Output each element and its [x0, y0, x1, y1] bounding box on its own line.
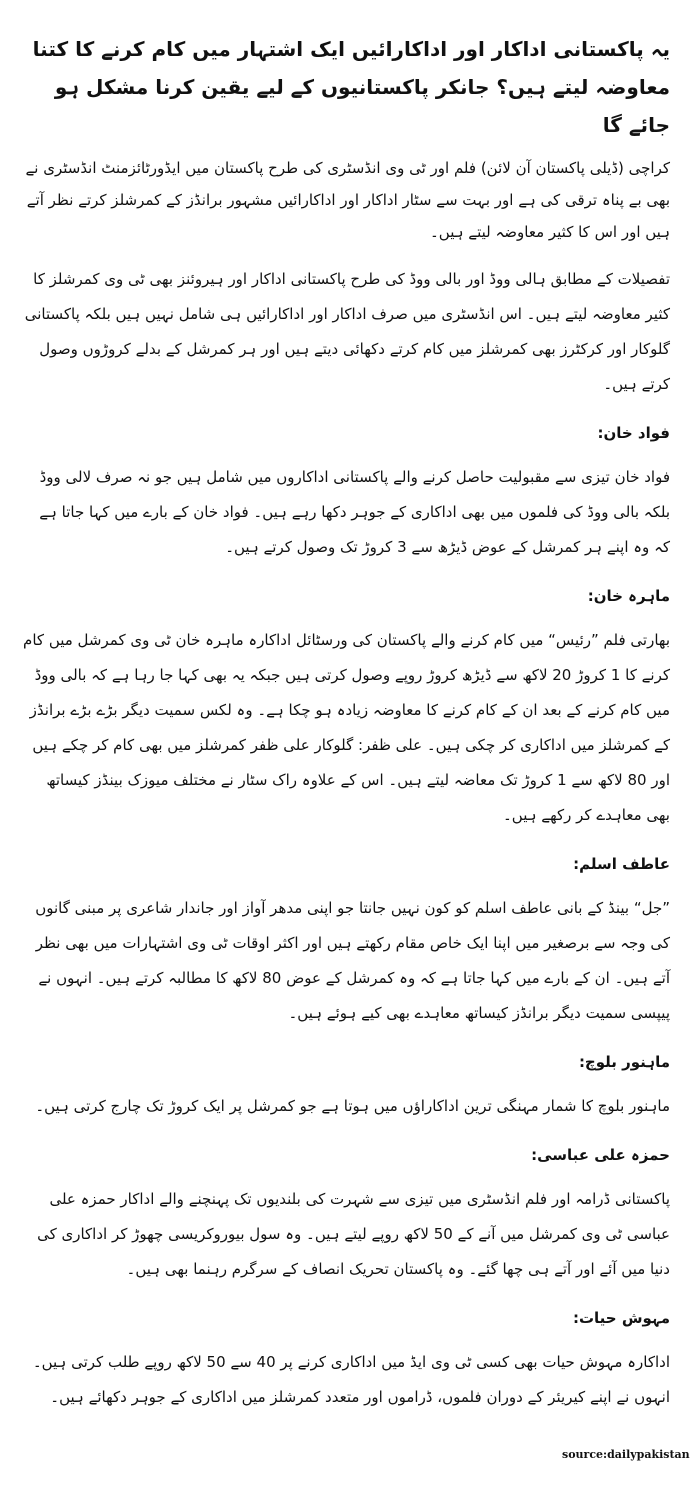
section-text: بھارتی فلم ”رئیس“ میں کام کرنے والے پاکستان کی ورسٹائل اداکارہ ماہرہ خان ٹی وی کمرشل میں کام کرنے کا 1 کروڑ 20 لاکھ سے ڈیڑھ کروڑ روپے وصول کرتی ہیں جبکہ یہ بھی کہا جا رہا ہے کہ بالی ووڈ میں کام کرنے کے بعد ان کے کام کرنے کا معاوضہ زیادہ ہو چکا ہے۔ وہ لکس سمیت دیگر بڑے بڑے برانڈز کے کمرشلز میں اداکاری کر چکی ہیں۔ علی ظفر: گلوکار علی ظفر کمرشلز میں بھی کام کر چکے ہیں اور 80 لاکھ سے 1 کروڑ تک معاضہ لیتے ہیں۔ اس کے علاوہ راک سٹار نے مختلف میوزک بینڈز کیساتھ بھی معاہدے کر رکھے ہیں۔ — [23, 631, 670, 824]
article-details: تفصیلات کے مطابق ہالی ووڈ اور بالی ووڈ کی طرح پاکستانی اداکار اور ہیروئنز بھی ٹی وی کمرشلز کا کثیر معاوضہ لیتے ہیں۔ اس انڈسٹری میں صرف اداکار اور اداکارائیں ہی شامل نہیں ہیں بلکہ پاکستانی گلوکار اور کرکٹرز بھی کمرشلز میں کام کرتے دکھائی دیتے ہیں اور ہر کمرشل کے بدلے کروڑوں وصول کرتے ہیں۔ — [24, 270, 670, 393]
section-heading: ماہنور بلوچ: — [578, 1053, 670, 1071]
section-text: اداکارہ مہوش حیات بھی کسی ٹی وی ایڈ میں اداکاری کرنے پر 40 سے 50 لاکھ روپے طلب کرتی ہیں۔ انہوں نے اپنے کیریئر کے دوران فلموں، ڈراموں اور متعدد کمرشلز میں اداکاری کے جوہر دکھائے ہیں۔ — [32, 1353, 670, 1406]
section-text: ماہنور بلوچ کا شمار مہنگی ترین اداکاراؤں میں ہوتا ہے جو کمرشل پر ایک کروڑ تک چارج کرتی ہیں۔ — [35, 1097, 670, 1115]
section-fawad-khan — [22, 418, 670, 565]
section-mahnoor-baloch — [22, 1047, 670, 1124]
section-heading: حمزہ علی عباسی: — [531, 1146, 670, 1164]
source-credit: source:dailypakistan — [562, 1448, 690, 1461]
section-mehwish-hayat — [22, 1303, 670, 1415]
section-heading: مہوش حیات: — [572, 1309, 670, 1327]
section-heading: فواد خان: — [597, 424, 670, 442]
article-intro: کراچی (ڈیلی پاکستان آن لائن) فلم اور ٹی وی انڈسٹری کی طرح پاکستان میں ایڈورٹائزمنٹ انڈسٹری نے بھی بے پناہ ترقی کی ہے اور بہت سے سٹار اداکار اور اداکارائیں مشہور برانڈز کے کمرشلز کرتے نظر آتے ہیں اور اس کا کثیر معاوضہ لیتے ہیں۔ — [25, 159, 670, 241]
section-mahira-khan — [22, 581, 670, 833]
article-headline: یہ پاکستانی اداکار اور اداکارائیں ایک اشتہار میں کام کرنے کا کتنا معاوضہ لیتے ہیں؟ جانکر پاکستانیوں کے لیے یقین کرنا مشکل ہو جائے گا — [32, 37, 670, 137]
section-atif-aslam — [22, 849, 670, 1031]
section-text: فواد خان تیزی سے مقبولیت حاصل کرنے والے پاکستانی اداکاروں میں شامل ہیں جو نہ صرف لالی ووڈ بلکہ بالی ووڈ کی فلموں میں بھی اداکاری کے جوہر دکھا رہے ہیں۔ فواد خان کے بارے میں کہا جاتا ہے کہ وہ اپنے ہر کمرشل کے عوض ڈیڑھ سے 3 کروڑ تک وصول کرتے ہیں۔ — [39, 468, 670, 556]
section-text: ”جل“ بینڈ کے بانی عاطف اسلم کو کون نہیں جانتا جو اپنی مدھر آواز اور جاندار شاعری پر مبنی گانوں کی وجہ سے برصغیر میں اپنا ایک خاص مقام رکھتے ہیں اور اکثر اوقات ٹی وی اشتہارات میں بھی نظر آتے ہیں۔ ان کے بارے میں کہا جاتا ہے کہ وہ کمرشل کے عوض 80 لاکھ کا مطالبہ کرتے ہیں۔ انہوں نے پیپسی سمیت دیگر برانڈز کیساتھ معاہدے بھی کیے ہوئے ہیں۔ — [35, 899, 670, 1022]
section-heading: ماہرہ خان: — [587, 587, 670, 605]
section-text: پاکستانی ڈرامہ اور فلم انڈسٹری میں تیزی سے شہرت کی بلندیوں تک پہنچنے والے اداکار حمزہ علی عباسی ٹی وی کمرشل میں آنے کے 50 لاکھ روپے لیتے ہیں۔ وہ سول بیوروکریسی چھوڑ کر اداکاری کی دنیا میں آئے اور آتے ہی چھا گئے۔ وہ پاکستان تحریک انصاف کے سرگرم رہنما بھی ہیں۔ — [37, 1190, 670, 1278]
section-heading: عاطف اسلم: — [573, 855, 670, 873]
section-hamza-ali-abbasi — [22, 1140, 670, 1287]
